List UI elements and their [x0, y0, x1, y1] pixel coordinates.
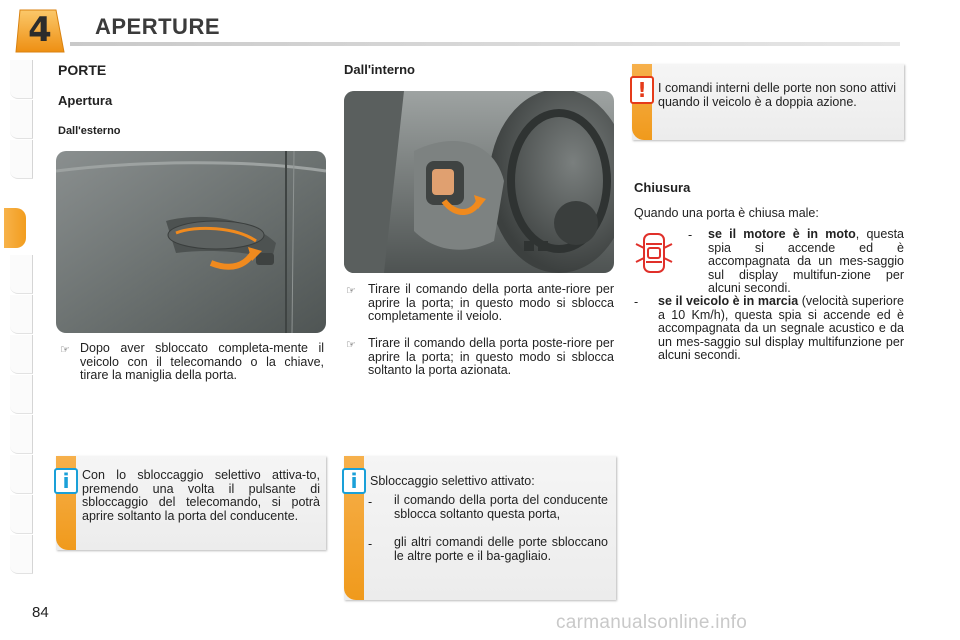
info-box-text-left: Con lo sbloccaggio selettivo attiva-to, premendo una volta il pulsante di sbloccaggio del telecomando, si potrà aprire soltanto la porta del conducente. [82, 468, 320, 523]
warning-box [632, 64, 904, 140]
watermark: carmanualsonline.info [556, 612, 748, 633]
chapter-number: 4 [28, 10, 52, 50]
info-box-middle [344, 456, 616, 600]
bullet-text-esterno: Dopo aver sbloccato completa-mente il veicolo con il telecomando o la chiave, tirare la maniglia della porta. [80, 341, 324, 382]
info-box-item-2: gli altri comandi delle porte sbloccano le altre porte e il ba-gagliaio. [394, 535, 608, 563]
chapter-tab[interactable] [10, 255, 33, 294]
info-box-dash: - [368, 495, 373, 509]
header-rule [70, 42, 900, 46]
chapter-tab[interactable] [10, 335, 33, 374]
chapter-tab[interactable] [10, 100, 33, 139]
chapter-tab[interactable] [10, 295, 33, 334]
section-title-chiusura: Chiusura [634, 180, 691, 195]
chapter-tab[interactable] [10, 140, 33, 179]
info-box-item-1: il comando della porta del conducente sblocca soltanto questa porta, [394, 493, 608, 521]
bullet-text-interno-1: Tirare il comando della porta ante-riore per aprire la porta; in questo modo si sblocca completamente il veiolo. [368, 282, 614, 323]
pointing-hand-icon: ☞ [60, 344, 70, 356]
chapter-tab[interactable] [10, 60, 33, 99]
chiusura-item-2-text: (velocità superiore a 10 Km/h), questa spia si accende ed è accompagnata da un segnale acustico e da un mes-saggio sul display multifunzione per alcuni secondi. [658, 294, 905, 362]
bullet-text-interno-2: Tirare il comando della porta poste-riore per aprire la porta; in questo modo si sblocca soltanto la porta azionata. [368, 336, 614, 377]
info-icon: i [54, 468, 78, 494]
chapter-tab[interactable] [10, 495, 33, 534]
pointing-hand-icon: ☞ [346, 339, 356, 351]
chiusura-item-1 [708, 228, 904, 296]
warning-text: I comandi interni delle porte non sono attivi quando il veicolo è a doppia azione. [658, 81, 896, 109]
subsection-title-esterno: Dall'esterno [58, 125, 121, 137]
info-box-intro: Sbloccaggio selettivo attivato: [370, 474, 535, 488]
warning-icon: ! [630, 76, 654, 104]
item-dash: - [634, 295, 639, 309]
info-box-left [56, 456, 326, 550]
chapter-tab[interactable] [10, 535, 33, 574]
chiusura-item-2-bold: se il veicolo è in marcia [658, 294, 799, 308]
page-title: APERTURE [95, 14, 221, 39]
chapter-tab-active[interactable] [4, 208, 26, 248]
chapter-tabs [0, 60, 36, 580]
chiusura-intro: Quando una porta è chiusa male: [634, 206, 819, 220]
exterior-door-handle-photo [56, 151, 326, 333]
interior-door-handle-photo [344, 91, 614, 273]
chiusura-item-1-text: , questa spia si accende ed è accompagnata da un mes-saggio sul display multifun-zione per alcuni secondi. [708, 227, 904, 295]
info-icon: i [342, 468, 366, 494]
chiusura-item-2 [658, 295, 904, 363]
subsection-title-apertura: Apertura [58, 93, 113, 108]
chapter-tab[interactable] [10, 415, 33, 454]
chapter-tab[interactable] [10, 375, 33, 414]
pointing-hand-icon: ☞ [346, 285, 356, 297]
door-open-warning-icon [634, 230, 674, 276]
section-title-interno: Dall'interno [344, 62, 415, 77]
section-title-porte: PORTE [58, 62, 107, 78]
page-number: 84 [32, 604, 49, 621]
item-dash: - [688, 228, 693, 242]
chiusura-item-1-bold: se il motore è in moto [708, 227, 856, 241]
info-box-dash: - [368, 537, 373, 551]
chapter-tab[interactable] [10, 455, 33, 494]
